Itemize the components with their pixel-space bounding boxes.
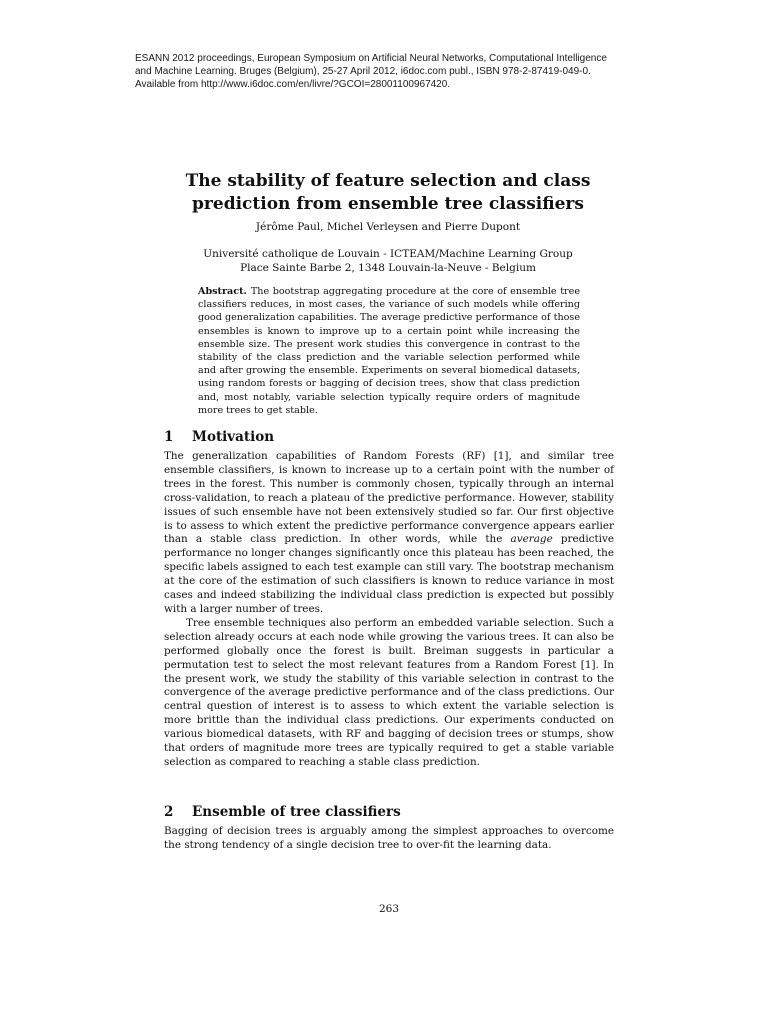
paragraph-text: The generalization capabilities of Random Forests (RF) [1], and similar tree ensemble classifiers, is known to increase up to a certain point with the number of trees in the forest. This number is commonly chosen, typically through an internal cross-validation, to reach a plateau of the predictive performance. However, stability issues of such ensemble have not been extensively studied so far. Our first objective is to assess to which extent the predictive performance convergence appears earlier than a stable class prediction. In other words, while the <box>164 450 614 546</box>
title-line-1: The stability of feature selection and class <box>185 171 591 191</box>
section-1-heading <box>164 428 614 446</box>
section-2-title: Ensemble of tree classifiers <box>192 804 401 820</box>
affiliation-line-2: Place Sainte Barbe 2, 1348 Louvain-la-Neuve - Belgium <box>240 262 536 274</box>
header-line-1: ESANN 2012 proceedings, European Symposium on Artificial Neural Networks, Computational Intelligence <box>135 53 607 64</box>
paper-affiliation <box>164 247 612 275</box>
section-1-number: 1 <box>164 429 174 445</box>
abstract-label: Abstract. <box>198 286 247 297</box>
paper-authors: Jérôme Paul, Michel Verleysen and Pierre Dupont <box>255 221 521 233</box>
section-1-paragraph-1 <box>164 450 614 617</box>
section-2-number: 2 <box>164 804 174 820</box>
page-number: 263 <box>378 903 400 915</box>
section-2-body <box>164 825 614 853</box>
section-1-title: Motivation <box>192 429 275 445</box>
section-1-paragraph-2: Tree ensemble techniques also perform an embedded variable selection. Such a selection already occurs at each node while growing the various trees. It can also be performed globally once the forest is built. Breiman suggests in particular a permutation test to select the most relevant features from a Random Forest [1]. In the present work, we study the stability of this variable selection in contrast to the convergence of the average predictive performance and of the class predictions. Our central question of interest is to assess to which extent the variable selection is more brittle than the individual class predictions. Our experiments conducted on various biomedical datasets, with RF and bagging of decision trees or stumps, show that orders of magnitude more trees are typically required to get a stable variable selection as compared to reaching a stable class prediction. <box>164 616 614 768</box>
emphasis-average: average <box>510 533 553 546</box>
header-line-3: Available from http://www.i6doc.com/en/livre/?GCOI=28001100967420. <box>135 79 451 90</box>
section-2-paragraph-1: Bagging of decision trees is arguably among the simplest approaches to overcome the strong tendency of a single decision tree to over-fit the learning data. <box>164 825 614 851</box>
proceedings-header <box>135 52 645 91</box>
paragraph-text: predictive performance no longer changes significantly once this plateau has been reached, the specific labels assigned to each test example can still vary. The bootstrap mechanism at the core of the estimation of such classifiers is known to reduce variance in most cases and indeed stabilizing the individual class prediction is expected but possibly with a larger number of trees. <box>164 533 614 615</box>
abstract <box>198 285 580 417</box>
section-2-heading <box>164 803 614 821</box>
abstract-text: The bootstrap aggregating procedure at the core of ensemble tree classifiers reduces, in most cases, the variance of such models while offering good generalization capabilities. The average predictive performance of those ensembles is known to improve up to a certain point while increasing the ensemble size. The present work studies this convergence in contrast to the stability of the class prediction and the variable selection performed while and after growing the ensemble. Experiments on several biomedical datasets, using random forests or bagging of decision trees, show that class prediction and, most notably, variable selection typically require orders of magnitude more trees to get stable. <box>198 286 580 416</box>
section-1-body <box>164 450 614 770</box>
paper-title <box>164 170 612 216</box>
affiliation-line-1: Université catholique de Louvain - ICTEAM/Machine Learning Group <box>203 248 573 260</box>
title-line-2: prediction from ensemble tree classifiers <box>192 194 584 214</box>
header-line-2: and Machine Learning. Bruges (Belgium), 25-27 April 2012, i6doc.com publ., ISBN 978-2-87419-049-0. <box>135 66 591 77</box>
